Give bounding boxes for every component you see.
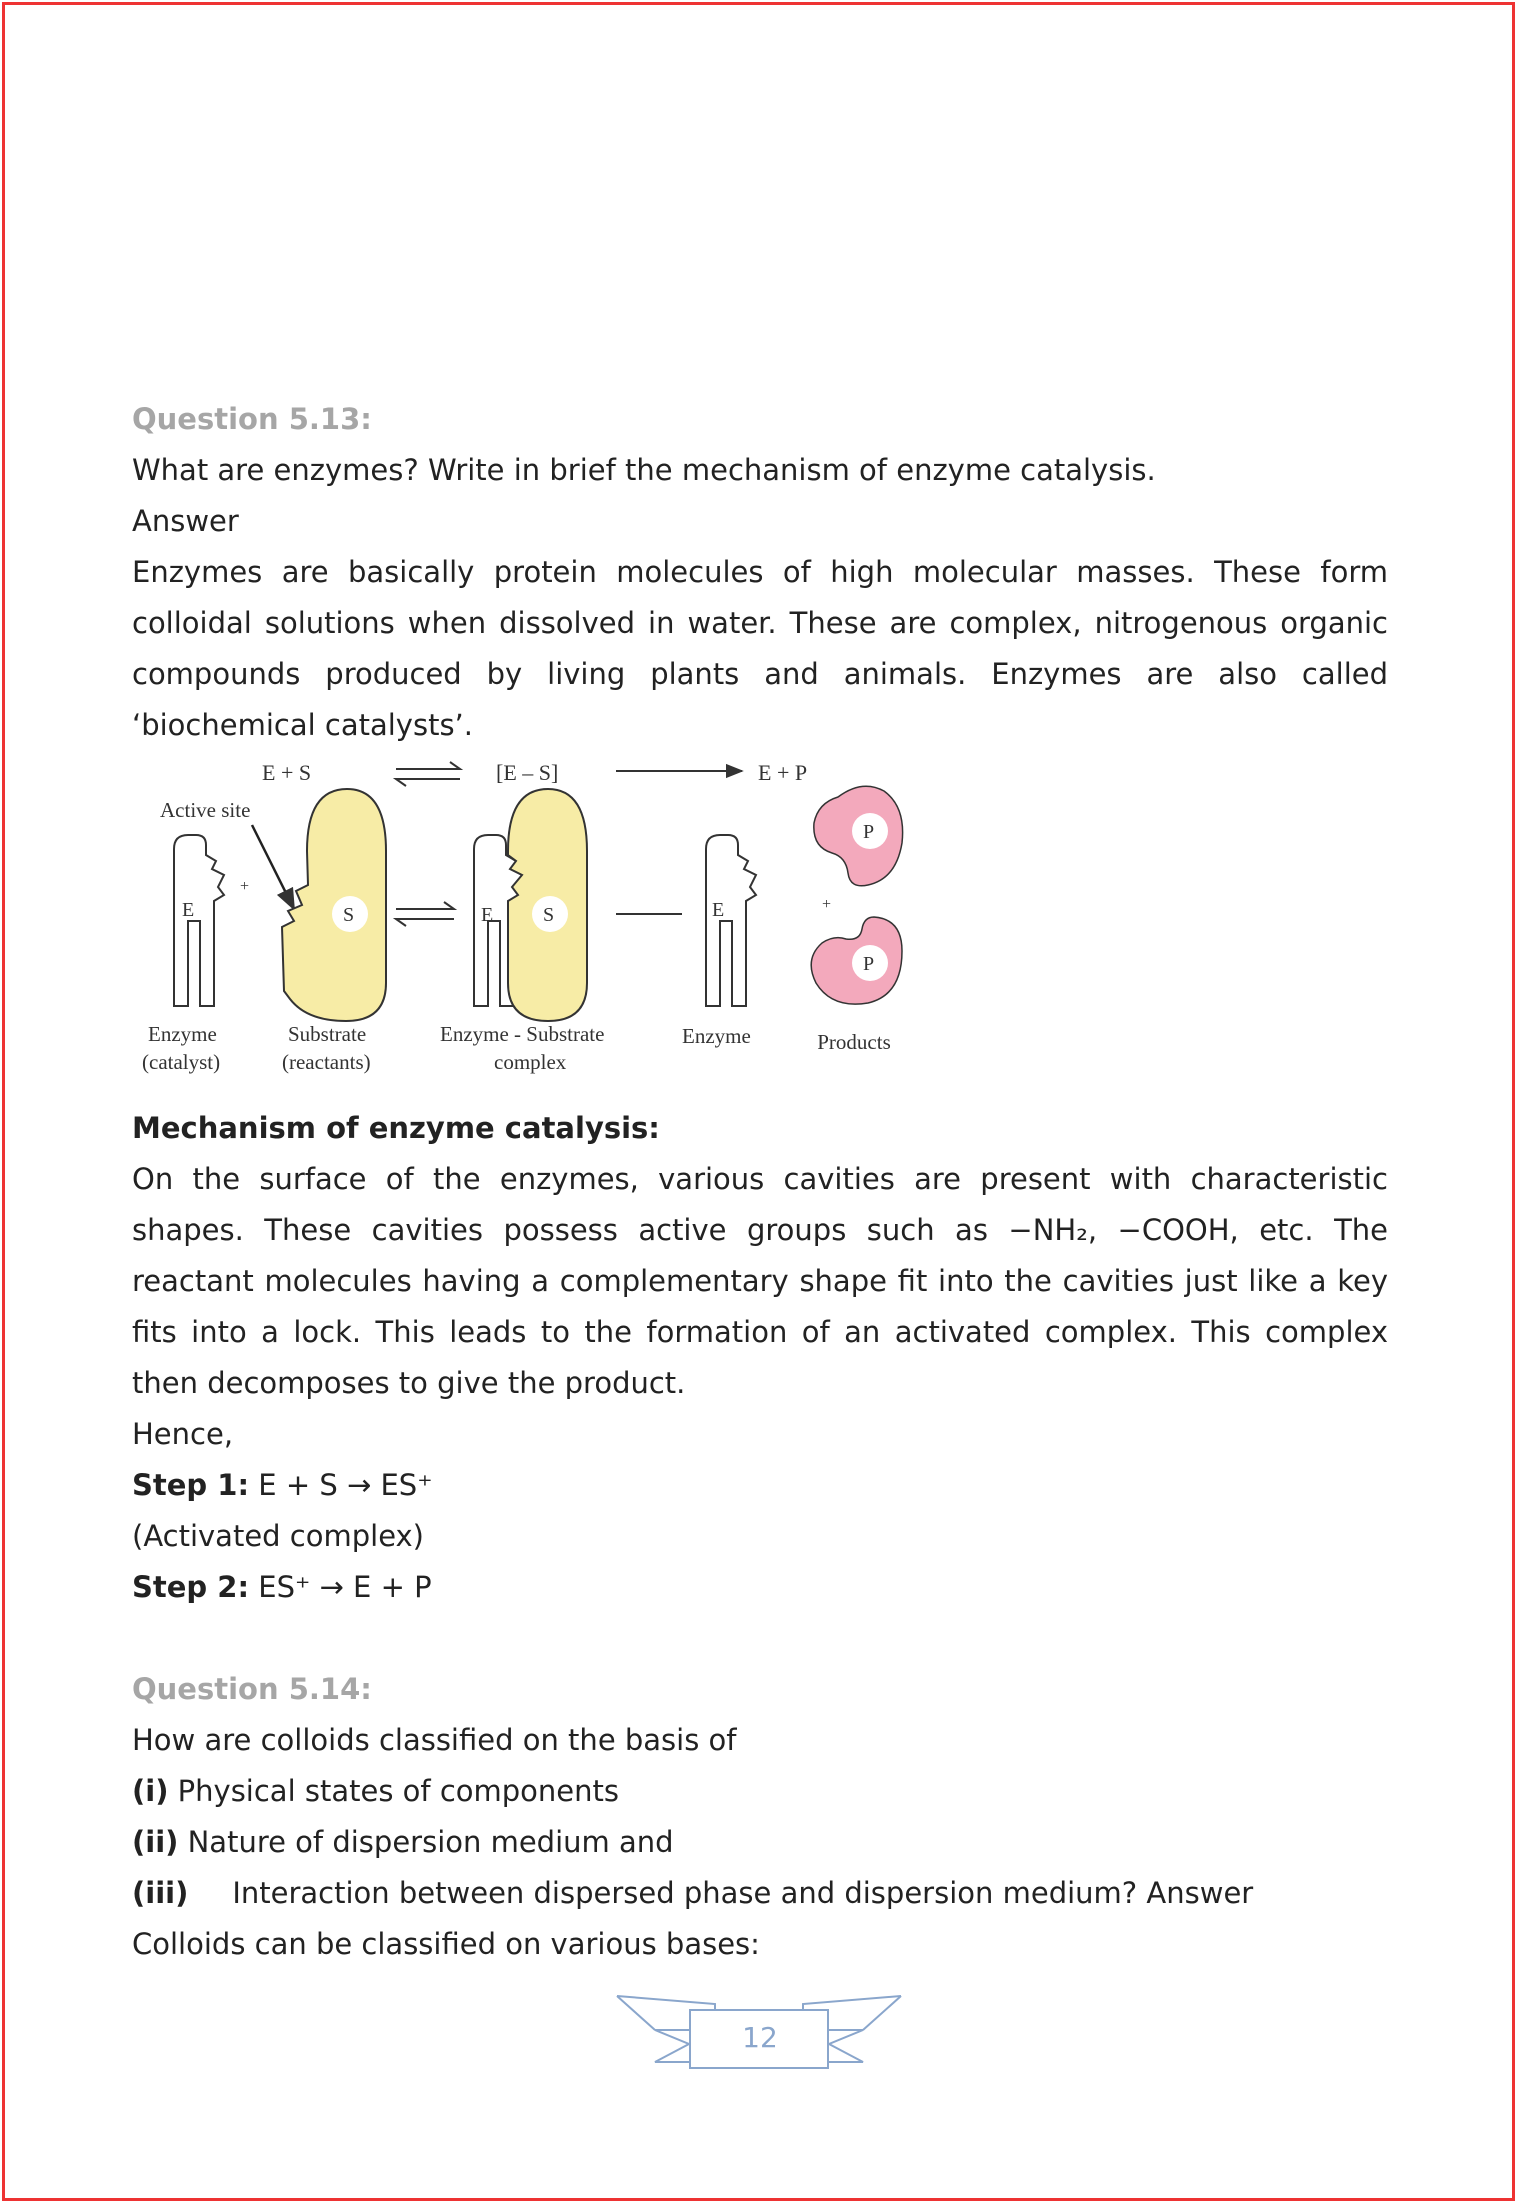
question-text-2: How are colloids classified on the basis of	[132, 1723, 737, 1757]
enzyme-e-label-1: E	[182, 899, 195, 921]
section-gap	[132, 1613, 1388, 1664]
answer-label: Answer	[132, 504, 239, 538]
plus-small: +	[240, 878, 250, 895]
list-text-ii: Nature of dispersion medium and	[178, 1825, 674, 1859]
eq-left-label: E + S	[262, 760, 312, 785]
caption-complex: Enzyme - Substrate	[440, 1022, 605, 1046]
step-2	[132, 1562, 1388, 1613]
enzyme-mechanism-figure	[132, 751, 1388, 1103]
eq-mid-label: [E – S]	[496, 760, 559, 785]
substrate-s-label-1: S	[343, 904, 355, 926]
answer-paragraph: Enzymes are basically protein molecules of high molecular masses. These form colloidal solutions when dissolved in water. These are complex, nitrogenous organic compounds produced by living plants and animals. Enzymes are also called ‘biochemical catalysts’.	[132, 555, 1388, 742]
list-item-iii	[132, 1868, 1388, 1919]
step-1-note: (Activated complex)	[132, 1519, 424, 1553]
hence-text: Hence,	[132, 1417, 234, 1451]
active-site-label: Active site	[160, 798, 251, 822]
eq-right-label: E + P	[758, 760, 808, 785]
enzyme-diagram	[132, 751, 992, 1103]
caption-products: Products	[817, 1030, 891, 1054]
complex-e-label: E	[481, 904, 494, 926]
step-1	[132, 1460, 1388, 1511]
page-content	[132, 394, 1388, 1970]
mechanism-paragraph: On the surface of the enzymes, various cavities are present with characteristic shapes. These cavities possess active groups such as −NH₂, −COOH, etc. The reactant molecules having a complementary shape fit into the cavities just like a key fits into a lock. This leads to the formation of an activated complex. This complex then decomposes to give the product.	[132, 1162, 1388, 1400]
step-1-label: Step 1:	[132, 1468, 250, 1502]
product-p-label-top: P	[863, 821, 875, 843]
caption-enzyme-2: Enzyme	[682, 1024, 751, 1048]
caption-complex-b: complex	[494, 1050, 567, 1074]
mechanism-heading: Mechanism of enzyme catalysis:	[132, 1111, 660, 1145]
caption-enzyme-catalyst: (catalyst)	[142, 1050, 221, 1074]
step-1-equation: E + S → ES⁺	[249, 1468, 433, 1502]
product-p-label-bottom: P	[863, 953, 875, 975]
list-label-iii: (iii)	[132, 1876, 189, 1910]
caption-enzyme: Enzyme	[148, 1022, 217, 1046]
equilibrium-arrow-top	[396, 762, 460, 786]
caption-substrate-reactants: (reactants)	[282, 1050, 371, 1074]
step-2-label: Step 2:	[132, 1570, 250, 1604]
list-item-i	[132, 1766, 1388, 1817]
list-text-i: Physical states of components	[168, 1774, 619, 1808]
page-number: 12	[742, 2021, 778, 2054]
step-2-equation: ES⁺ → E + P	[249, 1570, 432, 1604]
substrate-shape-1	[282, 789, 386, 1021]
list-item-ii	[132, 1817, 1388, 1868]
question-heading-2: Question 5.14:	[132, 1672, 372, 1706]
caption-substrate: Substrate	[288, 1022, 367, 1046]
list-label-ii: (ii)	[132, 1825, 179, 1859]
answer-start: Colloids can be classified on various bases:	[132, 1927, 760, 1961]
complex-s-label: S	[543, 904, 555, 926]
equilibrium-arrow-mid	[396, 902, 454, 926]
products-plus: +	[822, 896, 832, 913]
list-label-i: (i)	[132, 1774, 169, 1808]
list-text-iii: Interaction between dispersed phase and dispersion medium? Answer	[232, 1876, 1254, 1910]
question-text: What are enzymes? Write in brief the mechanism of enzyme catalysis.	[132, 453, 1156, 487]
enzyme-e-label-3: E	[712, 899, 725, 921]
question-heading: Question 5.13:	[132, 402, 372, 436]
active-site-pointer	[252, 825, 294, 909]
